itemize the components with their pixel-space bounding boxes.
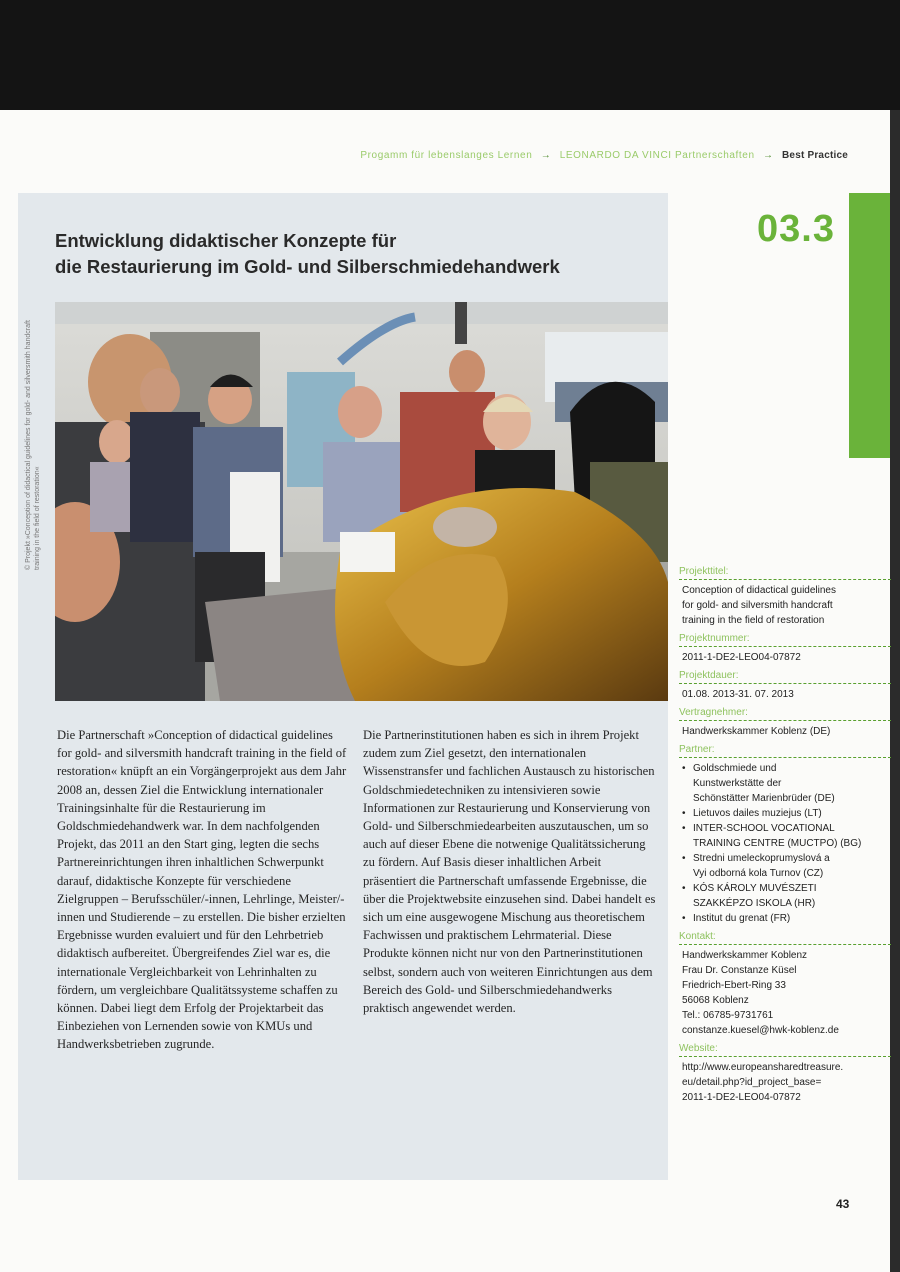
- contact-email: constanze.kuesel@hwk-koblenz.de: [682, 1025, 839, 1036]
- info-kontakt: [679, 930, 891, 1038]
- partner-line: SZAKKÉPZO ISKOLA (HR): [693, 898, 816, 909]
- body-column-2: Die Partnerinstitutionen haben es sich in ihrem Projekt zudem zum Ziel gesetzt, den internationalen Wissenstransfer und fachlichen Austausch zu historischen Goldschmiedetechniken zu intensivieren sowie Informationen zur Restaurierung und Konservierung von Gold- und Silberschmiedearbeiten auszutauschen, um so auch auf dieser Ebene die notwenige Qualitätssicherung zu fördern. Auf Basis dieser inhaltlichen Arbeit präsentiert die Partnerschaft umfassende Ergebnisse, die über die Projektwebsite einzusehen sind. Dabei handelt es sich um eine ausgewogene Mischung aus theoretischem Fachwissen und praktischem Lehrmaterial. Diese Produkte können nicht nur von den Partnerinstitutionen selbst, sondern auch von weiteren Einrichtungen aus dem Bereich des Gold- und Silberschmiedehandwerks praktisch angewendet werden.: [363, 728, 656, 1016]
- website-line: eu/detail.php?id_project_base=: [682, 1077, 822, 1088]
- contact-line: Friedrich-Ebert-Ring 33: [682, 980, 786, 991]
- website-line: 2011-1-DE2-LEO04-07872: [682, 1092, 801, 1103]
- breadcrumb-item-leonardo: LEONARDO DA VINCI Partnerschaften: [559, 150, 755, 161]
- contact-line: Handwerkskammer Koblenz: [682, 950, 808, 961]
- contact-line: 56068 Koblenz: [682, 995, 749, 1006]
- arrow-right-icon: →: [763, 150, 774, 161]
- contact-line: Tel.: 06785-9731761: [682, 1010, 774, 1021]
- info-value-vertragnehmer: Handwerkskammer Koblenz (DE): [682, 726, 831, 737]
- info-line: for gold- and silversmith handcraft: [682, 600, 833, 611]
- info-value-projekttitel: [679, 583, 891, 628]
- page-title: [55, 228, 655, 280]
- info-label-vertragnehmer: Vertragnehmer:: [679, 706, 891, 721]
- partner-line: TRAINING CENTRE (MUCTPO) (BG): [693, 838, 862, 849]
- arrow-right-icon: →: [540, 150, 552, 161]
- project-info-box: [679, 565, 891, 1109]
- partner-line: Kunstwerkstätte der: [693, 778, 782, 789]
- workshop-photo: [55, 302, 668, 701]
- info-line: training in the field of restoration: [682, 615, 825, 626]
- partner-line: • Goldschmiede und: [693, 763, 777, 774]
- partner-list: [679, 761, 891, 926]
- info-value-website: [679, 1060, 891, 1105]
- info-value-kontakt: [679, 948, 891, 1038]
- body-column-1: Die Partnerschaft »Conception of didactical guidelines for gold- and silversmith handcraft training in the field of restoration« knüpft an ein Vorgängerprojekt aus dem Jahr 2008 an, dessen Ziel die Entwicklung internationaler Trainingsinhalte für die Restaurierung im Goldschmiedehandwerk war. In dem nachfolgenden Projekt, das 2011 an den Start ging, legten die sechs Partnereinrichtungen ihren inhaltlichen Schwerpunkt darauf, didaktische Konzepte für verschiedene Zielgruppen – Berufsschüler/-innen, Lehrlinge, Meister/-innen und Studierende – zu erstellen. Die bisher erzielten Ergebnisse wurden evaluiert und für den Lehrbetrieb didaktisch aufbereitet. Übergreifendes Ziel war es, die internationale Vergleichbarkeit von Lehrinhalten zu fördern, um vergleichbare Qualitätssysteme schaffen zu können. Dabei liegt dem Erfolg der Projektarbeit das Einbeziehen von Lernenden sowie von KMUs und Handwerksbetrieben zugrunde.: [57, 728, 347, 1052]
- partner-line: • Institut du grenat (FR): [693, 913, 791, 924]
- list-item: [682, 761, 891, 806]
- scan-border-right: [890, 110, 900, 1272]
- list-item: [682, 851, 891, 881]
- info-line: Conception of didactical guidelines: [682, 585, 836, 596]
- page-number: 43: [836, 1197, 850, 1211]
- info-vertragnehmer: [679, 706, 891, 739]
- section-number: 03.3: [757, 208, 835, 250]
- contact-line: Frau Dr. Constanze Küsel: [682, 965, 797, 976]
- partner-line: • INTER-SCHOOL VOCATIONAL: [693, 823, 835, 834]
- partner-line: • Stredni umeleckoprumyslová a: [693, 853, 830, 864]
- info-partner: [679, 743, 891, 926]
- breadcrumb: [360, 150, 848, 161]
- list-item: [682, 806, 891, 821]
- info-website: [679, 1042, 891, 1105]
- info-label-partner: Partner:: [679, 743, 891, 758]
- website-line: http://www.europeansharedtreasure.: [682, 1062, 844, 1073]
- breadcrumb-current: Best Practice: [782, 150, 848, 161]
- info-label-kontakt: Kontakt:: [679, 930, 891, 945]
- info-label-projekttitel: Projekttitel:: [679, 565, 891, 580]
- partner-line: Vyi odborná kola Turnov (CZ): [693, 868, 824, 879]
- info-projektnummer: [679, 632, 891, 665]
- photo-credit-vertical: [24, 310, 50, 570]
- info-label-projektnummer: Projektnummer:: [679, 632, 891, 647]
- photo-credit-text: © Projekt »Conception of didactical guidelines for gold- and silversmith handcraft training in the field of restoration«: [25, 320, 41, 570]
- partner-line: Schönstätter Marienbrüder (DE): [693, 793, 835, 804]
- info-label-projektdauer: Projektdauer:: [679, 669, 891, 684]
- section-color-bar: [849, 193, 890, 458]
- partner-line: • Lietuvos dailes muziejus (LT): [693, 808, 822, 819]
- breadcrumb-item-programm: Progamm für lebenslanges Lernen: [360, 150, 533, 161]
- list-item: [682, 821, 891, 851]
- list-item: [682, 911, 891, 926]
- info-label-website: Website:: [679, 1042, 891, 1057]
- info-projektdauer: [679, 669, 891, 702]
- info-value-projektdauer: 01.08. 2013-31. 07. 2013: [682, 689, 794, 700]
- info-projekttitel: [679, 565, 891, 628]
- info-value-projektnummer: 2011-1-DE2-LEO04-07872: [682, 652, 801, 663]
- scan-border-top: [0, 0, 900, 110]
- list-item: [682, 881, 891, 911]
- title-line-2: die Restaurierung im Gold- und Silberschmiedehandwerk: [55, 256, 560, 277]
- partner-line: • KÓS KÁROLY MUVÉSZETI: [693, 883, 817, 894]
- title-line-1: Entwicklung didaktischer Konzepte für: [55, 230, 397, 251]
